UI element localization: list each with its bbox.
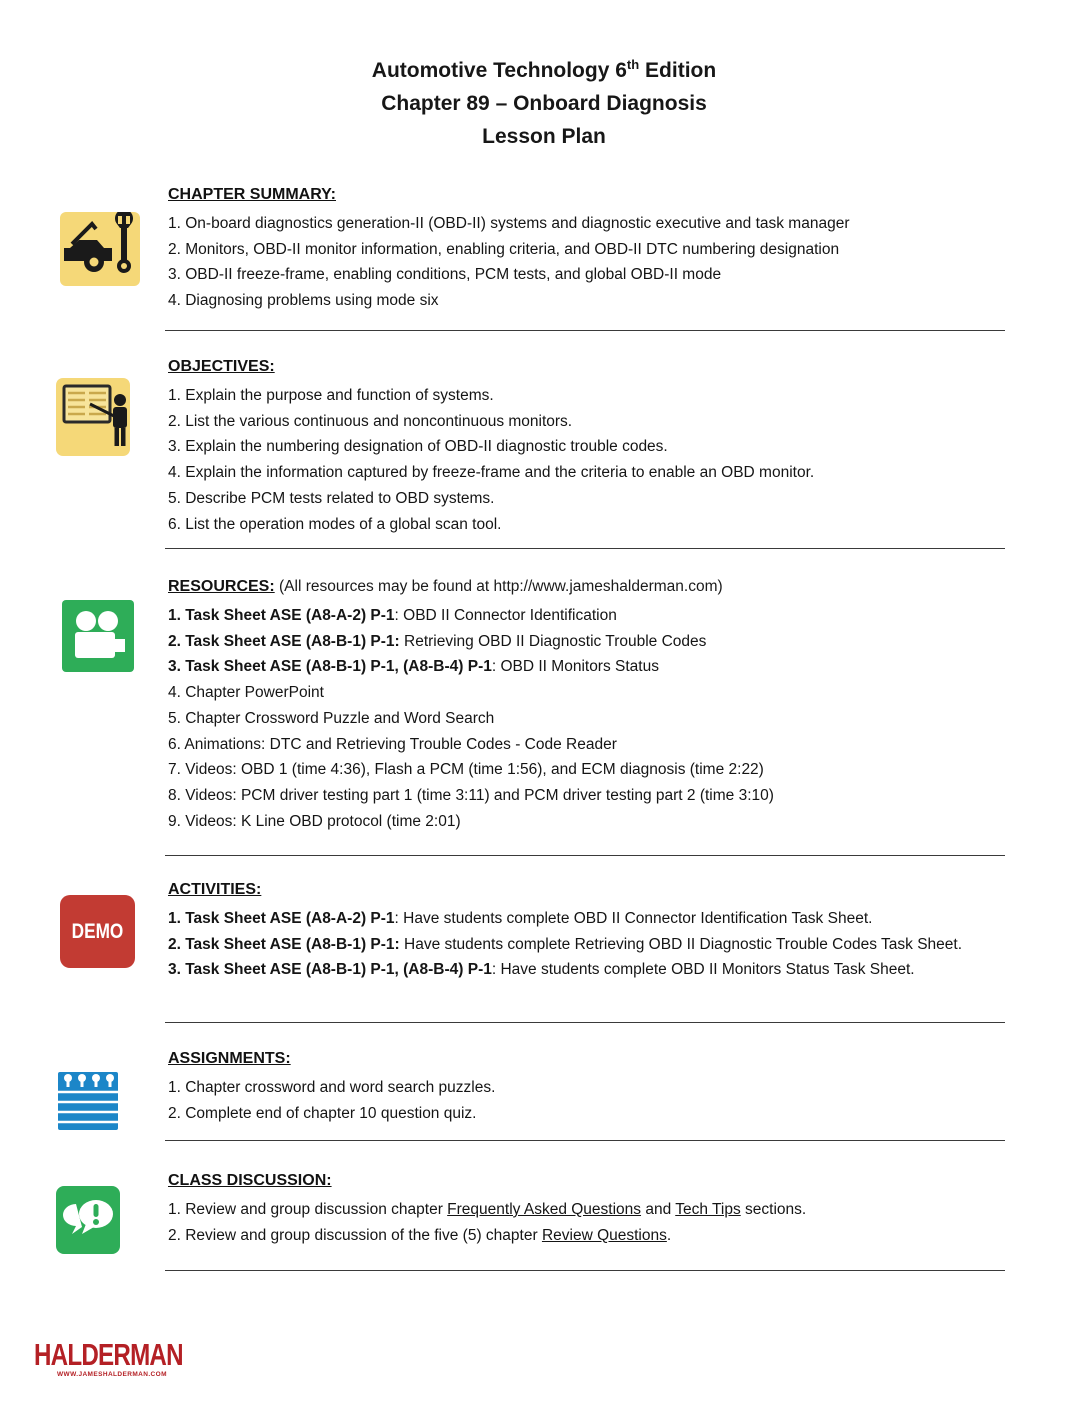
video-camera-icon (62, 600, 134, 672)
section-activities (168, 877, 1006, 983)
section-assignments (168, 1046, 1006, 1126)
title-line-2: Chapter 89 – Onboard Diagnosis (381, 92, 707, 115)
class-discussion-heading: CLASS DISCUSSION: (168, 1172, 332, 1189)
list-item: 5. Describe PCM tests related to OBD systems. (168, 489, 495, 507)
list-item: 4. Explain the information captured by freeze-frame and the criteria to enable an OBD monitor. (168, 464, 815, 482)
list-item: 3. Task Sheet ASE (A8-B-1) P-1, (A8-B-4) P-1: OBD II Monitors Status (168, 658, 659, 676)
demo-icon (60, 895, 135, 968)
section-divider (165, 548, 1005, 549)
halderman-logo (34, 1337, 225, 1378)
list-item: 2. Review and group discussion of the five (5) chapter Review Questions. (168, 1226, 672, 1244)
list-item: 2. Task Sheet ASE (A8-B-1) P-1: Retrieving OBD II Diagnostic Trouble Codes (168, 632, 707, 650)
title-line-1: Automotive Technology 6th Edition (371, 57, 717, 82)
list-item: 3. Explain the numbering designation of OBD-II diagnostic trouble codes. (168, 438, 668, 456)
notepad-icon (56, 1066, 122, 1134)
chapter-summary-heading: CHAPTER SUMMARY: (168, 186, 336, 203)
section-divider (165, 855, 1005, 856)
section-divider (165, 330, 1005, 331)
resources-heading: RESOURCES: (168, 578, 275, 595)
list-item: 2. Complete end of chapter 10 question quiz. (168, 1104, 477, 1122)
title-line-3: Lesson Plan (482, 125, 606, 148)
list-item: 1. Task Sheet ASE (A8-A-2) P-1: Have students complete OBD II Connector Identification Task Sheet. (168, 910, 873, 927)
section-resources (168, 577, 1006, 834)
list-item: 7. Videos: OBD 1 (time 4:36), Flash a PCM (time 1:56), and ECM diagnosis (time 2:22) (168, 761, 764, 779)
list-item: 2. Monitors, OBD-II monitor information, enabling criteria, and OBD-II DTC numbering designation (168, 240, 840, 258)
discussion-bubbles-icon (56, 1186, 122, 1256)
section-objectives (168, 354, 1006, 537)
objectives-heading: OBJECTIVES: (168, 358, 275, 375)
list-item: 2. List the various continuous and noncontinuous monitors. (168, 412, 573, 430)
list-item: 6. List the operation modes of a global scan tool. (168, 515, 502, 533)
list-item: 1. Chapter crossword and word search puzzles. (168, 1079, 496, 1096)
list-item: 3. Task Sheet ASE (A8-B-1) P-1, (A8-B-4) P-1: Have students complete OBD II Monitors Status Task Sheet. (168, 961, 915, 979)
list-item: 1. Review and group discussion chapter Frequently Asked Questions and Tech Tips sections. (168, 1201, 807, 1218)
list-item: 1. Task Sheet ASE (A8-A-2) P-1: OBD II Connector Identification (168, 607, 617, 624)
section-divider (165, 1140, 1005, 1141)
activities-heading: ACTIVITIES: (168, 881, 262, 898)
demo-icon-label: DEMO (71, 919, 124, 943)
section-divider (165, 1022, 1005, 1023)
list-item: 2. Task Sheet ASE (A8-B-1) P-1: Have students complete Retrieving OBD II Diagnostic Trouble Codes Task Sheet. (168, 935, 963, 953)
list-item: 5. Chapter Crossword Puzzle and Word Search (168, 709, 495, 727)
section-divider (165, 1270, 1005, 1271)
assignments-heading: ASSIGNMENTS: (168, 1050, 291, 1067)
car-repair-icon (60, 212, 140, 286)
section-class-discussion (168, 1168, 1006, 1248)
resources-note: (All resources may be found at http://www.jameshalderman.com) (274, 578, 723, 595)
list-item: 8. Videos: PCM driver testing part 1 (time 3:11) and PCM driver testing part 2 (time 3:10) (168, 786, 774, 804)
list-item: 3. OBD-II freeze-frame, enabling conditions, PCM tests, and global OBD-II mode (168, 266, 722, 284)
document-title (0, 48, 1088, 153)
halderman-logo-url: WWW.JAMESHALDERMAN.COM (57, 1371, 167, 1378)
presentation-board-icon (56, 374, 136, 460)
list-item: 6. Animations: DTC and Retrieving Trouble Codes - Code Reader (168, 735, 617, 753)
list-item: 1. Explain the purpose and function of systems. (168, 387, 494, 404)
list-item: 9. Videos: K Line OBD protocol (time 2:01) (168, 812, 461, 830)
list-item: 4. Chapter PowerPoint (168, 684, 324, 702)
halderman-logo-text: HALDERMAN (34, 1337, 183, 1372)
list-item: 1. On-board diagnostics generation-II (OBD-II) systems and diagnostic executive and task manager (168, 215, 850, 232)
list-item: 4. Diagnosing problems using mode six (168, 292, 439, 310)
section-chapter-summary (168, 182, 1006, 314)
